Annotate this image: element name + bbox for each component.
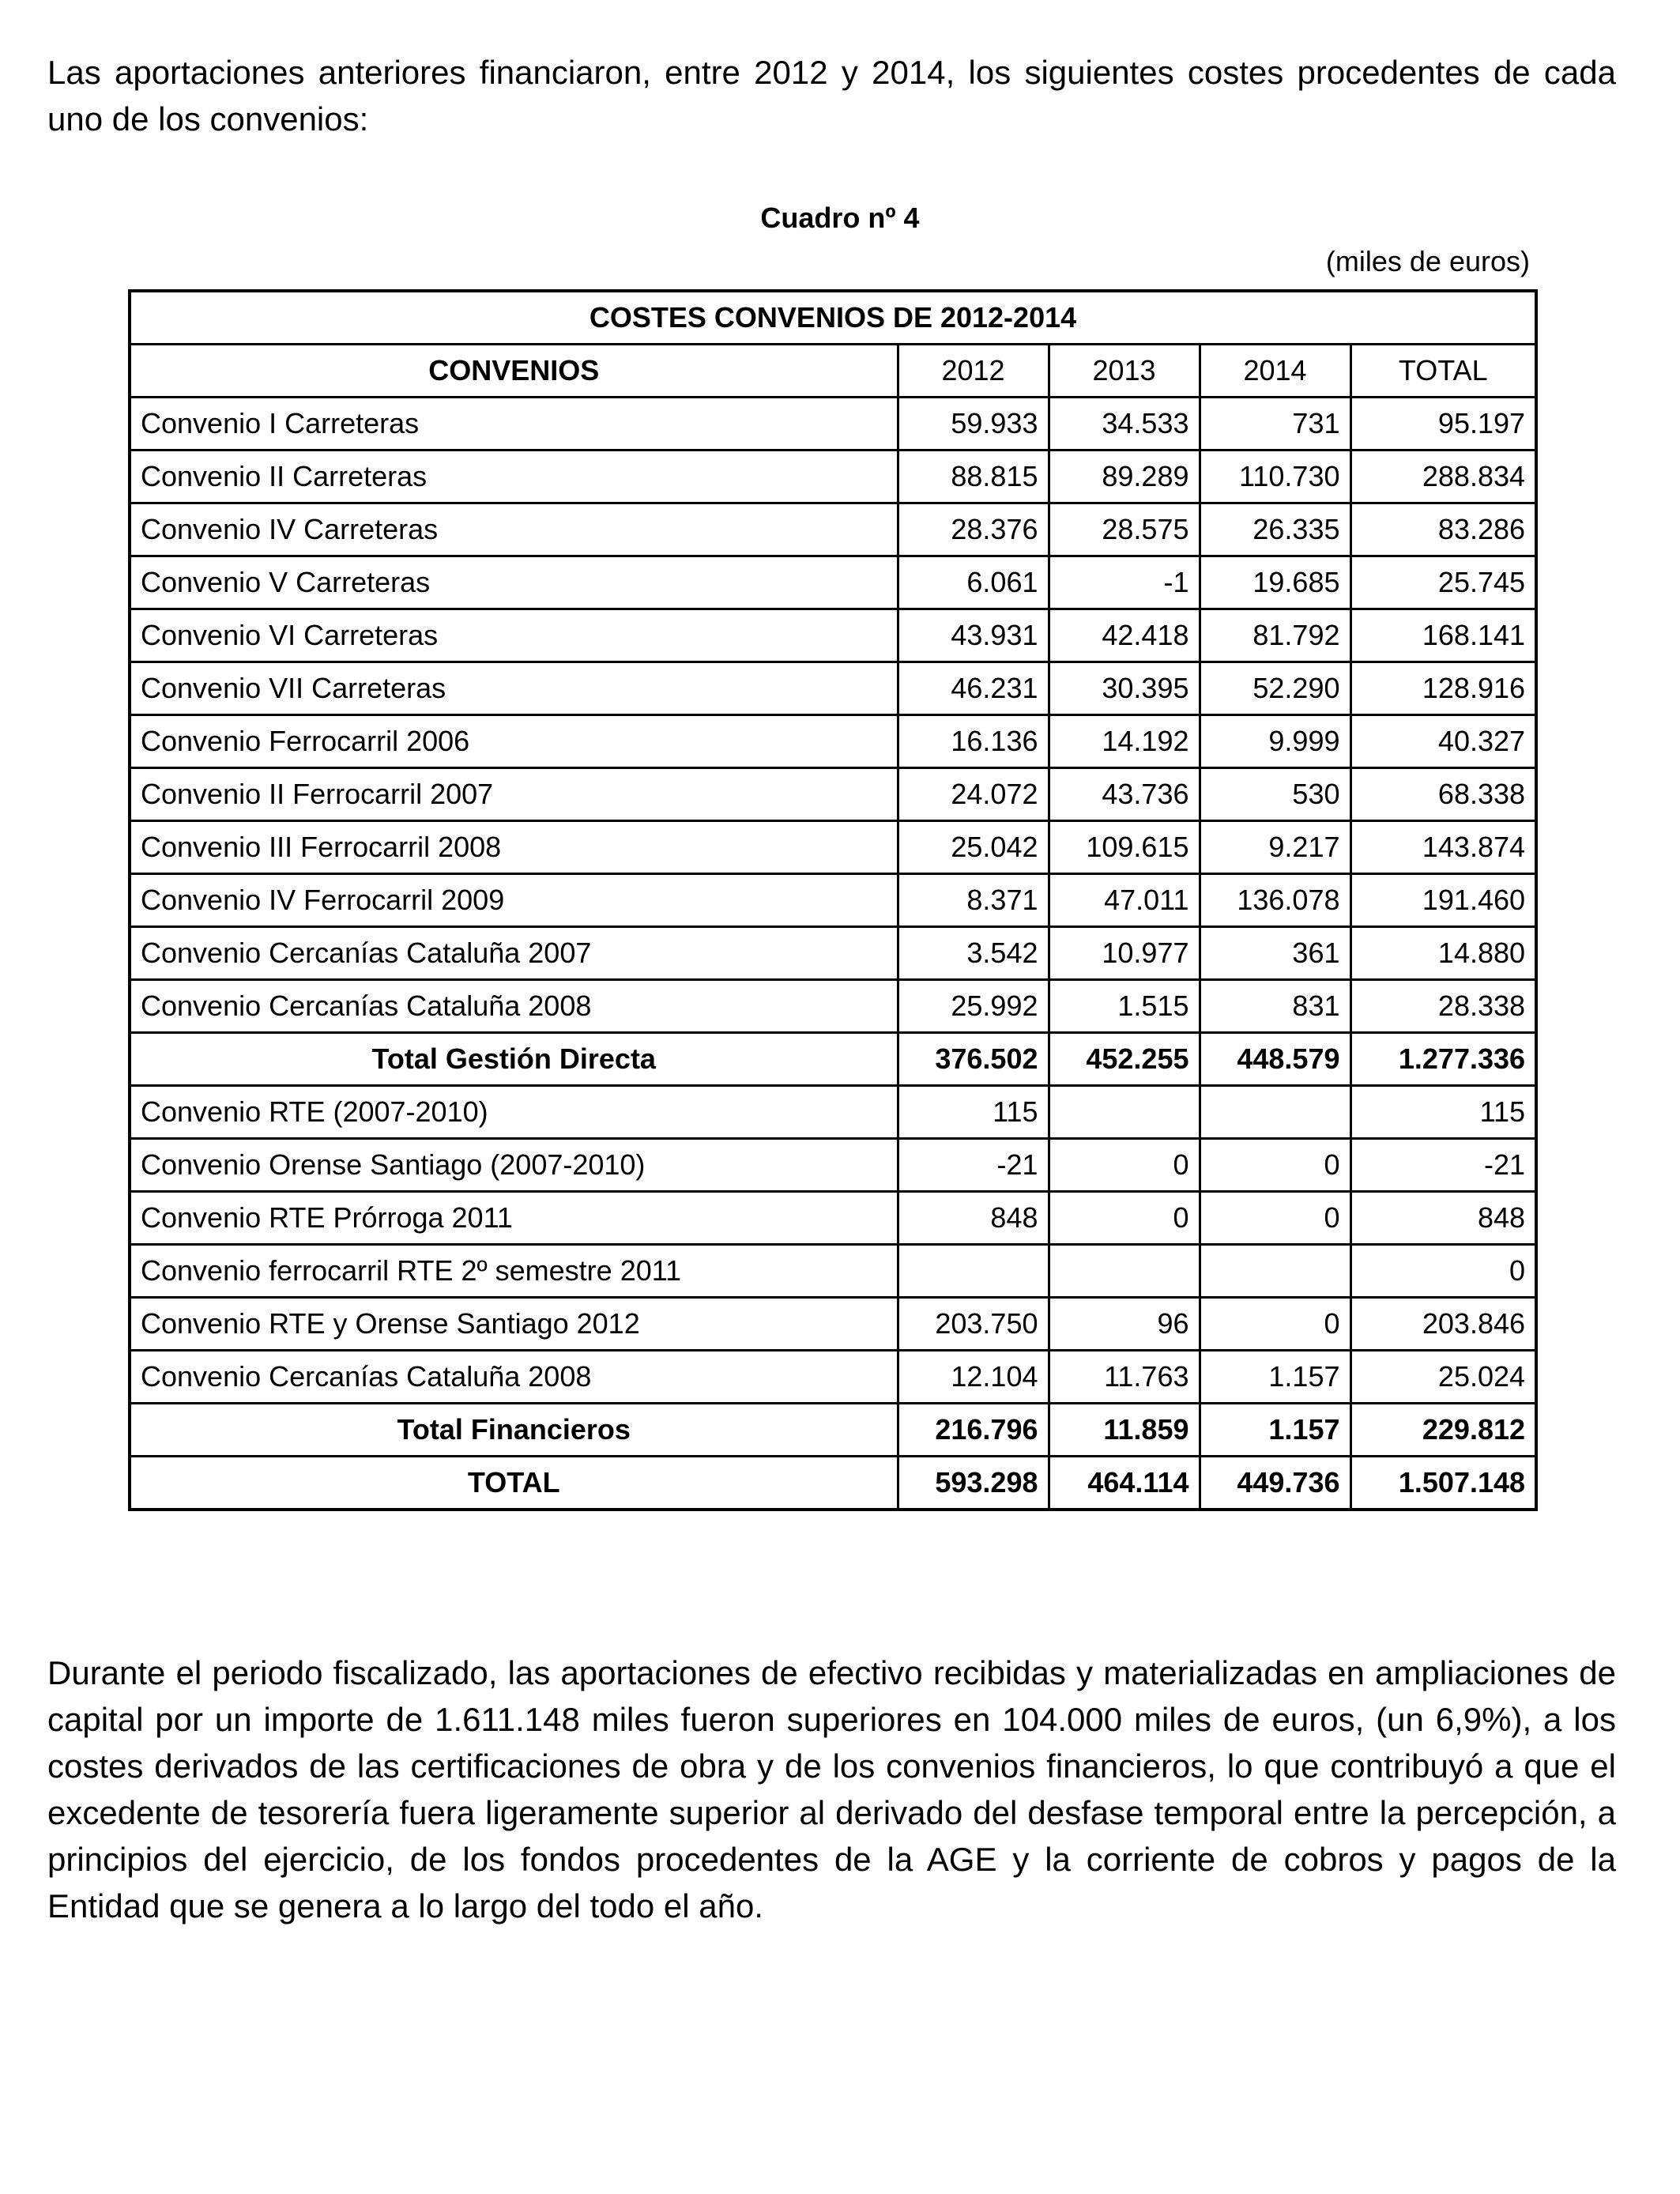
value-total: 203.846	[1350, 1298, 1536, 1351]
value-total: 168.141	[1350, 609, 1536, 662]
value-total: 1.277.336	[1350, 1033, 1536, 1086]
value-2012: 25.042	[898, 821, 1049, 874]
row-name: Convenio I Carreteras	[130, 398, 898, 450]
value-2013: 47.011	[1049, 874, 1200, 927]
table-header-row	[130, 345, 1536, 398]
value-2012: 115	[898, 1086, 1049, 1139]
table-row	[130, 450, 1536, 503]
table-row	[130, 1192, 1536, 1245]
row-name: Convenio ferrocarril RTE 2º semestre 2011	[130, 1245, 898, 1298]
header-convenios: CONVENIOS	[130, 345, 898, 398]
value-2014: 9.217	[1200, 821, 1350, 874]
row-name: Convenio II Carreteras	[130, 450, 898, 503]
closing-paragraph: Durante el periodo fiscalizado, las aportaciones de efectivo recibidas y materializadas en ampliaciones de capital por un importe de 1.611.148 miles fueron superiores en 104.000 miles de euros, (un 6,9%), a los costes derivados de las certificaciones de obra y de los convenios financieros, lo que contribuyó a que el excedente de tesorería fuera ligeramente superior al derivado del desfase temporal entre la percepción, a principios del ejercicio, de los fondos procedentes de la AGE y la corriente de cobros y pagos de la Entidad que se genera a lo largo del todo el año.	[47, 1654, 1616, 1924]
value-2013: -1	[1049, 556, 1200, 609]
value-2014: 731	[1200, 398, 1350, 450]
value-total: 68.338	[1350, 768, 1536, 821]
value-2013: 11.859	[1049, 1404, 1200, 1457]
value-total: 848	[1350, 1192, 1536, 1245]
table-body	[130, 398, 1536, 1510]
value-2014: 361	[1200, 927, 1350, 980]
value-2014	[1200, 1245, 1350, 1298]
header-total: TOTAL	[1350, 345, 1536, 398]
row-name: Convenio IV Carreteras	[130, 503, 898, 556]
table-row	[130, 1245, 1536, 1298]
value-2013: 0	[1049, 1192, 1200, 1245]
value-2012: 12.104	[898, 1351, 1049, 1404]
value-2014: 136.078	[1200, 874, 1350, 927]
row-name: Convenio Cercanías Cataluña 2007	[130, 927, 898, 980]
table-row	[130, 821, 1536, 874]
value-2014: 530	[1200, 768, 1350, 821]
value-total: 0	[1350, 1245, 1536, 1298]
value-2014: 448.579	[1200, 1033, 1350, 1086]
table-row	[130, 980, 1536, 1033]
value-2013: 11.763	[1049, 1351, 1200, 1404]
value-2013: 42.418	[1049, 609, 1200, 662]
header-2014: 2014	[1200, 345, 1350, 398]
value-2013: 10.977	[1049, 927, 1200, 980]
header-2012: 2012	[898, 345, 1049, 398]
table-row	[130, 715, 1536, 768]
row-name: TOTAL	[130, 1457, 898, 1510]
value-2013: 89.289	[1049, 450, 1200, 503]
table-row	[130, 1139, 1536, 1192]
value-2014: 831	[1200, 980, 1350, 1033]
value-total: 1.507.148	[1350, 1457, 1536, 1510]
row-name: Total Financieros	[130, 1404, 898, 1457]
row-name: Convenio IV Ferrocarril 2009	[130, 874, 898, 927]
table-row	[130, 609, 1536, 662]
value-2014: 19.685	[1200, 556, 1350, 609]
value-2012: 848	[898, 1192, 1049, 1245]
table-title-row	[130, 291, 1536, 345]
value-2013: 0	[1049, 1139, 1200, 1192]
row-name: Convenio V Carreteras	[130, 556, 898, 609]
value-2012: 216.796	[898, 1404, 1049, 1457]
value-2012: 16.136	[898, 715, 1049, 768]
row-name: Convenio RTE Prórroga 2011	[130, 1192, 898, 1245]
row-name: Convenio RTE y Orense Santiago 2012	[130, 1298, 898, 1351]
row-name: Convenio Ferrocarril 2006	[130, 715, 898, 768]
table-row	[130, 662, 1536, 715]
value-2014: 449.736	[1200, 1457, 1350, 1510]
value-total: 83.286	[1350, 503, 1536, 556]
value-total: 95.197	[1350, 398, 1536, 450]
row-name: Convenio Cercanías Cataluña 2008	[130, 980, 898, 1033]
value-2014: 0	[1200, 1298, 1350, 1351]
value-total: 288.834	[1350, 450, 1536, 503]
row-name: Convenio VII Carreteras	[130, 662, 898, 715]
value-2014: 1.157	[1200, 1351, 1350, 1404]
value-2014: 1.157	[1200, 1404, 1350, 1457]
row-name: Convenio VI Carreteras	[130, 609, 898, 662]
table-row	[130, 1351, 1536, 1404]
table-row	[130, 503, 1536, 556]
value-total: 115	[1350, 1086, 1536, 1139]
value-2014: 0	[1200, 1192, 1350, 1245]
table-total-row	[130, 1404, 1536, 1457]
value-2012: 25.992	[898, 980, 1049, 1033]
value-2013	[1049, 1086, 1200, 1139]
value-2013: 452.255	[1049, 1033, 1200, 1086]
value-2014: 110.730	[1200, 450, 1350, 503]
row-name: Total Gestión Directa	[130, 1033, 898, 1086]
value-total: 40.327	[1350, 715, 1536, 768]
value-2013	[1049, 1245, 1200, 1298]
value-2013: 30.395	[1049, 662, 1200, 715]
row-name: Convenio Orense Santiago (2007-2010)	[130, 1139, 898, 1192]
table-row	[130, 1086, 1536, 1139]
table-title: COSTES CONVENIOS DE 2012-2014	[130, 291, 1536, 345]
table-row	[130, 556, 1536, 609]
row-name: Convenio III Ferrocarril 2008	[130, 821, 898, 874]
row-name: Convenio II Ferrocarril 2007	[130, 768, 898, 821]
value-2012: 3.542	[898, 927, 1049, 980]
table-row	[130, 768, 1536, 821]
value-2012: 59.933	[898, 398, 1049, 450]
value-total: 128.916	[1350, 662, 1536, 715]
value-2012: 203.750	[898, 1298, 1049, 1351]
value-2012: 6.061	[898, 556, 1049, 609]
value-2012: 46.231	[898, 662, 1049, 715]
value-total: 25.745	[1350, 556, 1536, 609]
table-row	[130, 927, 1536, 980]
table-total-row	[130, 1457, 1536, 1510]
value-2014: 26.335	[1200, 503, 1350, 556]
value-2013: 34.533	[1049, 398, 1200, 450]
table-row	[130, 874, 1536, 927]
table-total-row	[130, 1033, 1536, 1086]
value-2014: 81.792	[1200, 609, 1350, 662]
value-2014: 9.999	[1200, 715, 1350, 768]
units-note: (miles de euros)	[1325, 245, 1530, 277]
value-2013: 28.575	[1049, 503, 1200, 556]
value-2012: 88.815	[898, 450, 1049, 503]
value-2014	[1200, 1086, 1350, 1139]
value-2013: 96	[1049, 1298, 1200, 1351]
value-2014: 52.290	[1200, 662, 1350, 715]
row-name: Convenio Cercanías Cataluña 2008	[130, 1351, 898, 1404]
value-2012	[898, 1245, 1049, 1298]
intro-paragraph: Las aportaciones anteriores financiaron, entre 2012 y 2014, los siguientes costes procedentes de cada uno de los convenios:	[47, 54, 1616, 138]
value-total: 191.460	[1350, 874, 1536, 927]
value-2012: 24.072	[898, 768, 1049, 821]
value-total: -21	[1350, 1139, 1536, 1192]
value-2013: 43.736	[1049, 768, 1200, 821]
value-2014: 0	[1200, 1139, 1350, 1192]
value-2013: 109.615	[1049, 821, 1200, 874]
value-2013: 1.515	[1049, 980, 1200, 1033]
value-2012: 593.298	[898, 1457, 1049, 1510]
value-2012: 28.376	[898, 503, 1049, 556]
table-row	[130, 1298, 1536, 1351]
value-2013: 464.114	[1049, 1457, 1200, 1510]
table-row	[130, 398, 1536, 450]
value-total: 28.338	[1350, 980, 1536, 1033]
costs-table	[128, 289, 1538, 1511]
table-caption: Cuadro nº 4	[760, 202, 920, 234]
header-2013: 2013	[1049, 345, 1200, 398]
value-total: 25.024	[1350, 1351, 1536, 1404]
value-2012: 43.931	[898, 609, 1049, 662]
value-2012: -21	[898, 1139, 1049, 1192]
value-total: 143.874	[1350, 821, 1536, 874]
value-total: 14.880	[1350, 927, 1536, 980]
value-total: 229.812	[1350, 1404, 1536, 1457]
value-2012: 8.371	[898, 874, 1049, 927]
value-2012: 376.502	[898, 1033, 1049, 1086]
row-name: Convenio RTE (2007-2010)	[130, 1086, 898, 1139]
value-2013: 14.192	[1049, 715, 1200, 768]
